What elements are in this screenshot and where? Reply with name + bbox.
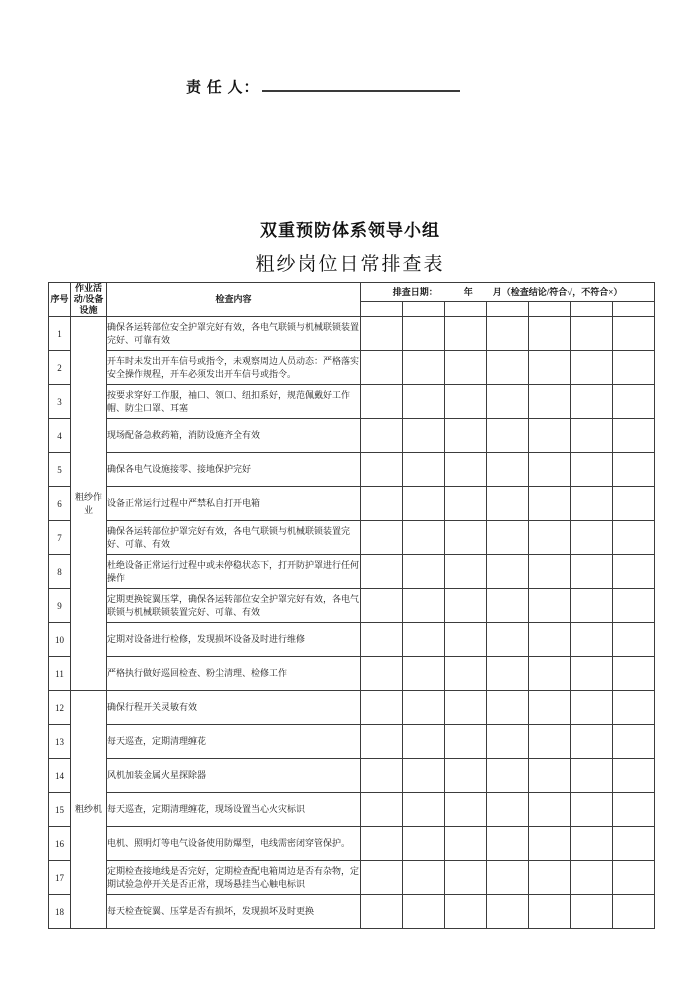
check-result-cell — [445, 827, 487, 861]
check-result-cell — [403, 317, 445, 351]
check-result-cell — [487, 351, 529, 385]
check-result-cell — [361, 351, 403, 385]
check-result-cell — [613, 759, 655, 793]
check-result-cell — [487, 487, 529, 521]
check-result-cell — [571, 317, 613, 351]
check-content-cell: 定期更换锭翼压掌，确保各运转部位安全护罩完好有效，各电气联锁与机械联锁装置完好、可靠、有效 — [107, 589, 361, 623]
check-result-cell — [361, 385, 403, 419]
date-header-cell — [487, 302, 529, 317]
check-result-cell — [487, 419, 529, 453]
check-result-cell — [571, 521, 613, 555]
table-row — [49, 555, 655, 589]
row-number-cell: 2 — [49, 351, 71, 385]
row-number-cell: 8 — [49, 555, 71, 589]
row-number-cell: 1 — [49, 317, 71, 351]
table-row — [49, 759, 655, 793]
check-result-cell — [403, 351, 445, 385]
check-result-cell — [529, 521, 571, 555]
check-result-cell — [571, 759, 613, 793]
check-result-cell — [529, 725, 571, 759]
header-inspection-date — [361, 283, 655, 302]
check-result-cell — [487, 453, 529, 487]
check-result-cell — [571, 657, 613, 691]
check-content-cell: 定期对设备进行检修，发现损坏设备及时进行维修 — [107, 623, 361, 657]
check-result-cell — [571, 351, 613, 385]
table-row — [49, 725, 655, 759]
check-result-cell — [361, 419, 403, 453]
table-row — [49, 827, 655, 861]
row-number-cell: 4 — [49, 419, 71, 453]
check-result-cell — [403, 657, 445, 691]
check-result-cell — [613, 657, 655, 691]
activity-group-cell: 粗纱机 — [71, 691, 107, 929]
check-result-cell — [529, 419, 571, 453]
check-result-cell — [613, 555, 655, 589]
check-result-cell — [403, 453, 445, 487]
check-result-cell — [529, 759, 571, 793]
check-content-cell: 每天巡查，定期清理缠花 — [107, 725, 361, 759]
check-result-cell — [403, 691, 445, 725]
check-result-cell — [445, 555, 487, 589]
check-result-cell — [487, 895, 529, 929]
responsible-person-label: 责 任 人： — [186, 80, 260, 96]
check-result-cell — [445, 487, 487, 521]
check-result-cell — [571, 419, 613, 453]
table-row — [49, 453, 655, 487]
inspection-table — [48, 282, 655, 929]
table-row — [49, 691, 655, 725]
check-content-cell: 设备正常运行过程中严禁私自打开电箱 — [107, 487, 361, 521]
check-result-cell — [571, 589, 613, 623]
check-result-cell — [529, 657, 571, 691]
header-col-activity: 作业活动/设备设施 — [71, 283, 107, 317]
check-content-cell: 风机加装金属火星探除器 — [107, 759, 361, 793]
table-row — [49, 793, 655, 827]
table-row — [49, 419, 655, 453]
check-result-cell — [529, 895, 571, 929]
check-content-cell: 确保各运转部位护罩完好有效，各电气联锁与机械联锁装置完好、可靠、有效 — [107, 521, 361, 555]
check-result-cell — [403, 895, 445, 929]
check-content-cell: 按要求穿好工作服，袖口、领口、纽扣系好，规范佩戴好工作帽、防尘口罩、耳塞 — [107, 385, 361, 419]
table-row — [49, 351, 655, 385]
check-result-cell — [487, 725, 529, 759]
row-number-cell: 11 — [49, 657, 71, 691]
check-result-cell — [487, 623, 529, 657]
check-result-cell — [361, 725, 403, 759]
check-result-cell — [445, 419, 487, 453]
check-content-cell: 开车时未发出开车信号或指令，未观察周边人员动态：严格落实安全操作规程，开车必须发出开车信号或指令。 — [107, 351, 361, 385]
check-result-cell — [613, 385, 655, 419]
check-result-cell — [613, 351, 655, 385]
check-result-cell — [403, 521, 445, 555]
row-number-cell: 5 — [49, 453, 71, 487]
check-result-cell — [571, 385, 613, 419]
check-result-cell — [571, 691, 613, 725]
check-result-cell — [445, 793, 487, 827]
row-number-cell: 13 — [49, 725, 71, 759]
check-result-cell — [613, 317, 655, 351]
date-header-cell — [613, 302, 655, 317]
table-row — [49, 861, 655, 895]
row-number-cell: 12 — [49, 691, 71, 725]
check-result-cell — [487, 793, 529, 827]
date-header-cell — [529, 302, 571, 317]
check-result-cell — [529, 691, 571, 725]
date-header-cell — [361, 302, 403, 317]
check-content-cell: 杜绝设备正常运行过程中或未停稳状态下，打开防护罩进行任何操作 — [107, 555, 361, 589]
check-result-cell — [613, 895, 655, 929]
check-result-cell — [613, 793, 655, 827]
check-result-cell — [403, 419, 445, 453]
check-result-cell — [487, 691, 529, 725]
check-result-cell — [613, 453, 655, 487]
check-result-cell — [571, 555, 613, 589]
check-result-cell — [403, 759, 445, 793]
check-result-cell — [487, 827, 529, 861]
row-number-cell: 3 — [49, 385, 71, 419]
row-number-cell: 18 — [49, 895, 71, 929]
table-row — [49, 657, 655, 691]
check-result-cell — [445, 453, 487, 487]
check-result-cell — [445, 317, 487, 351]
check-result-cell — [529, 861, 571, 895]
check-result-cell — [487, 317, 529, 351]
check-result-cell — [445, 657, 487, 691]
check-result-cell — [529, 827, 571, 861]
check-result-cell — [445, 895, 487, 929]
check-content-cell: 每天巡查，定期清理缠花，现场设置当心火灾标识 — [107, 793, 361, 827]
check-result-cell — [361, 861, 403, 895]
check-result-cell — [445, 385, 487, 419]
check-result-cell — [403, 827, 445, 861]
row-number-cell: 17 — [49, 861, 71, 895]
check-result-cell — [613, 861, 655, 895]
check-result-cell — [445, 861, 487, 895]
check-result-cell — [403, 385, 445, 419]
check-result-cell — [361, 555, 403, 589]
check-result-cell — [361, 317, 403, 351]
check-result-cell — [361, 623, 403, 657]
check-result-cell — [529, 317, 571, 351]
check-result-cell — [361, 453, 403, 487]
check-result-cell — [361, 793, 403, 827]
check-result-cell — [403, 623, 445, 657]
check-result-cell — [571, 623, 613, 657]
check-result-cell — [487, 759, 529, 793]
check-result-cell — [613, 419, 655, 453]
check-result-cell — [529, 385, 571, 419]
header-col-no: 序号 — [49, 283, 71, 317]
check-content-cell: 每天检查锭翼、压掌是否有损坏，发现损坏及时更换 — [107, 895, 361, 929]
check-result-cell — [571, 487, 613, 521]
check-result-cell — [403, 793, 445, 827]
check-result-cell — [529, 351, 571, 385]
date-header-cell — [571, 302, 613, 317]
check-result-cell — [361, 589, 403, 623]
check-content-cell: 严格执行做好巡回检查、粉尘清理、检修工作 — [107, 657, 361, 691]
date-year-label: 年 — [463, 286, 473, 297]
row-number-cell: 14 — [49, 759, 71, 793]
table-header-row — [49, 283, 655, 302]
check-result-cell — [361, 521, 403, 555]
table-body — [49, 317, 655, 929]
check-result-cell — [571, 793, 613, 827]
check-result-cell — [529, 623, 571, 657]
date-header-cell — [403, 302, 445, 317]
check-result-cell — [487, 521, 529, 555]
check-result-cell — [613, 623, 655, 657]
check-result-cell — [487, 555, 529, 589]
row-number-cell: 7 — [49, 521, 71, 555]
table-row — [49, 521, 655, 555]
check-result-cell — [529, 589, 571, 623]
check-result-cell — [445, 691, 487, 725]
row-number-cell: 9 — [49, 589, 71, 623]
check-result-cell — [445, 589, 487, 623]
check-result-cell — [571, 827, 613, 861]
check-result-cell — [361, 657, 403, 691]
check-result-cell — [403, 725, 445, 759]
check-result-cell — [613, 589, 655, 623]
check-result-cell — [529, 453, 571, 487]
header-col-content: 检查内容 — [107, 283, 361, 317]
check-result-cell — [529, 555, 571, 589]
check-result-cell — [445, 759, 487, 793]
check-result-cell — [487, 657, 529, 691]
check-result-cell — [571, 453, 613, 487]
check-result-cell — [613, 725, 655, 759]
check-result-cell — [403, 861, 445, 895]
row-number-cell: 15 — [49, 793, 71, 827]
table-row — [49, 589, 655, 623]
row-number-cell: 6 — [49, 487, 71, 521]
check-result-cell — [361, 691, 403, 725]
date-month-note: 月（检查结论/符合√，不符合×） — [492, 286, 623, 297]
table-row — [49, 895, 655, 929]
check-result-cell — [445, 623, 487, 657]
check-result-cell — [445, 521, 487, 555]
row-number-cell: 16 — [49, 827, 71, 861]
check-content-cell: 确保各运转部位安全护罩完好有效，各电气联锁与机械联锁装置完好、可靠有效 — [107, 317, 361, 351]
date-label: 排查日期： — [392, 286, 438, 297]
check-content-cell: 确保各电气设施接零、接地保护完好 — [107, 453, 361, 487]
table-row — [49, 623, 655, 657]
table-row — [49, 385, 655, 419]
check-result-cell — [361, 759, 403, 793]
date-header-cell — [445, 302, 487, 317]
check-result-cell — [613, 487, 655, 521]
check-content-cell: 确保行程开关灵敏有效 — [107, 691, 361, 725]
check-result-cell — [529, 487, 571, 521]
check-content-cell: 定期检查接地线是否完好，定期检查配电箱周边是否有杂物，定期试验急停开关是否正常，现场悬挂当心触电标识 — [107, 861, 361, 895]
check-result-cell — [445, 725, 487, 759]
table-row — [49, 317, 655, 351]
check-result-cell — [361, 827, 403, 861]
check-result-cell — [487, 589, 529, 623]
check-content-cell: 电机、照明灯等电气设备使用防爆型，电线需密闭穿管保护。 — [107, 827, 361, 861]
check-result-cell — [361, 487, 403, 521]
check-result-cell — [361, 895, 403, 929]
page-title: 双重预防体系领导小组 — [260, 221, 440, 240]
check-result-cell — [571, 725, 613, 759]
check-result-cell — [445, 351, 487, 385]
table-row — [49, 487, 655, 521]
check-content-cell: 现场配备急救药箱，消防设施齐全有效 — [107, 419, 361, 453]
check-result-cell — [487, 385, 529, 419]
responsible-person-blank-line — [262, 75, 460, 92]
check-result-cell — [403, 589, 445, 623]
check-result-cell — [403, 487, 445, 521]
row-number-cell: 10 — [49, 623, 71, 657]
check-result-cell — [403, 555, 445, 589]
check-result-cell — [529, 793, 571, 827]
check-result-cell — [613, 521, 655, 555]
check-result-cell — [571, 895, 613, 929]
check-result-cell — [613, 827, 655, 861]
check-result-cell — [613, 691, 655, 725]
activity-group-cell: 粗纱作业 — [71, 317, 107, 691]
page-subtitle: 粗纱岗位日常排查表 — [255, 254, 445, 275]
check-result-cell — [571, 861, 613, 895]
responsible-person-line — [186, 75, 460, 97]
check-result-cell — [487, 861, 529, 895]
